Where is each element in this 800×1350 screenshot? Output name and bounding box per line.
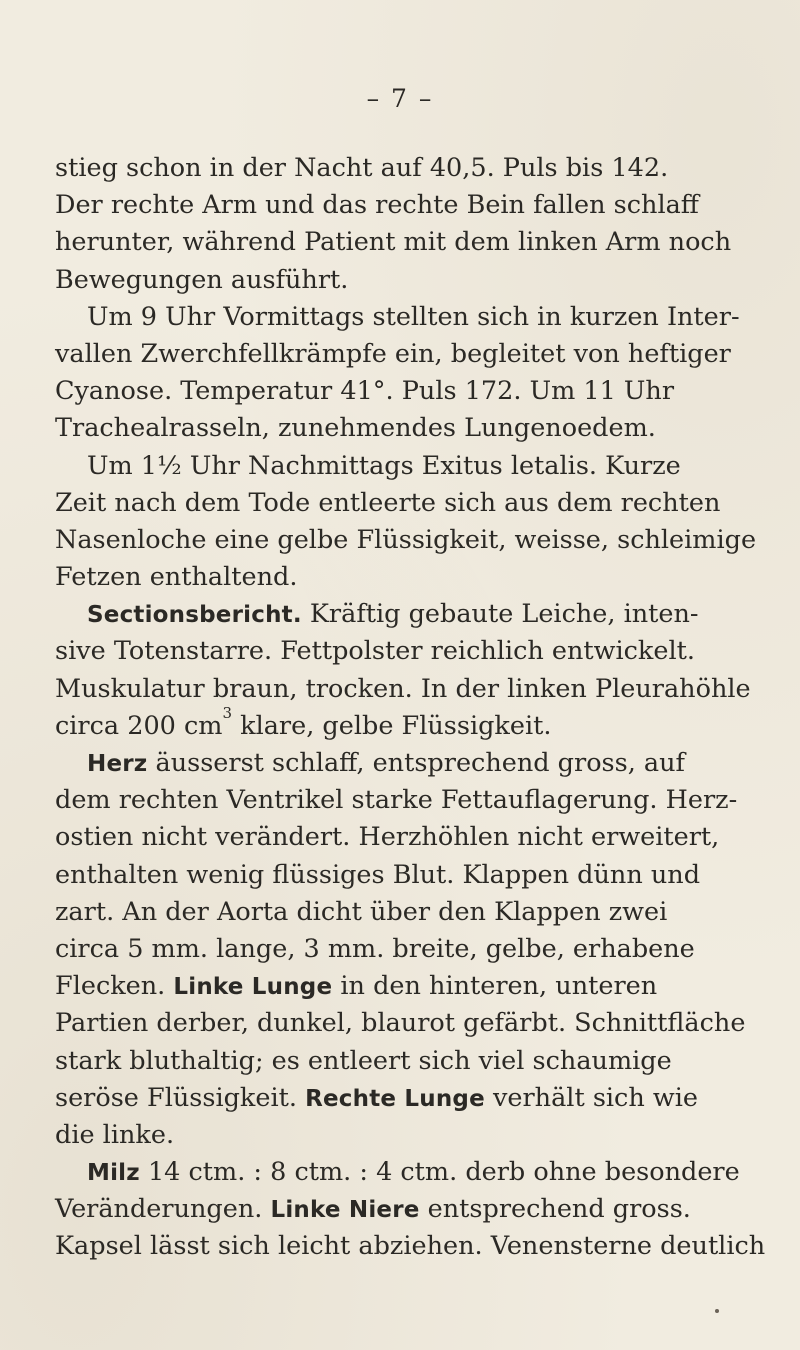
organ-heading-rechte-lunge: Rechte Lunge <box>305 1085 485 1112</box>
text-line-9 <box>55 448 755 485</box>
text-line-12 <box>55 559 755 596</box>
line-text: circa 200 cm <box>55 710 223 741</box>
line-text: Fetzen enthaltend. <box>55 562 298 593</box>
line-text: stark bluthaltig; es entleert sich viel schaumige <box>55 1045 672 1076</box>
text-line-26 <box>55 1080 755 1117</box>
text-line-1 <box>55 150 755 187</box>
line-text: Partien derber, dunkel, blaurot gefärbt. Schnittfläche <box>55 1008 746 1039</box>
text-line-7 <box>55 373 755 410</box>
text-line-11 <box>55 522 755 559</box>
organ-heading-herz: Herz <box>87 751 148 777</box>
line-text: herunter, während Patient mit dem linken Arm noch <box>55 227 732 258</box>
line-text: circa 5 mm. lange, 3 mm. breite, gelbe, erhabene <box>55 933 695 964</box>
text-line-16 <box>55 703 755 745</box>
line-text: Bewegungen ausführt. <box>55 264 349 295</box>
text-line-4 <box>55 262 755 299</box>
text-line-13 <box>55 596 755 633</box>
text-line-10 <box>55 485 755 522</box>
text-line-30 <box>55 1228 766 1265</box>
text-line-6 <box>55 336 755 373</box>
text-line-14 <box>55 633 755 670</box>
paper-speck <box>715 1309 719 1313</box>
line-text: ostien nicht verändert. Herzhöhlen nicht erweitert, <box>55 822 720 853</box>
line-text: Kräftig gebaute Leiche, inten- <box>301 599 699 630</box>
line-text: in den hinteren, unteren <box>332 971 658 1002</box>
line-text: Veränderungen. <box>55 1194 271 1225</box>
text-line-18 <box>55 782 755 819</box>
text-line-24 <box>55 1005 755 1042</box>
text-line-23 <box>55 968 755 1005</box>
line-text: Muskulatur braun, trocken. In der linken Pleurahöhle <box>55 673 751 704</box>
text-line-20 <box>55 857 755 894</box>
text-line-17 <box>55 745 755 782</box>
line-text: Nasenloche eine gelbe Flüssigkeit, weisse, schleimige <box>55 524 757 555</box>
line-text: äusserst schlaff, entsprechend gross, auf <box>147 748 685 778</box>
text-line-25 <box>55 1043 755 1080</box>
line-text: verhält sich wie <box>484 1082 698 1113</box>
body-text <box>55 150 766 1266</box>
text-line-27 <box>55 1117 755 1154</box>
text-line-22 <box>55 931 755 968</box>
line-text: sive Totenstarre. Fettpolster reichlich entwickelt. <box>55 636 695 667</box>
line-text: stieg schon in der Nacht auf 40,5. Puls bis 142. <box>55 153 669 183</box>
line-text: vallen Zwerchfellkrämpfe ein, begleitet von heftiger <box>55 338 731 369</box>
line-text: entsprechend gross. <box>419 1194 691 1225</box>
line-text: enthalten wenig flüssiges Blut. Klappen dünn und <box>55 859 701 890</box>
line-text: die linke. <box>55 1119 175 1150</box>
organ-heading-linke-lunge: Linke Lunge <box>173 974 333 1001</box>
organ-heading-linke-niere: Linke Niere <box>270 1197 420 1224</box>
line-text: dem rechten Ventrikel starke Fettauflagerung. Herz- <box>55 785 738 816</box>
organ-heading-milz: Milz <box>87 1160 140 1187</box>
text-line-19 <box>55 819 755 856</box>
section-heading-sectionsbericht: Sectionsbericht. <box>87 602 302 629</box>
line-text: Um 9 Uhr Vormittags stellten sich in kurzen Inter- <box>87 301 740 332</box>
line-text: Kapsel lässt sich leicht abziehen. Venensterne deutlich <box>55 1231 766 1262</box>
line-text: Cyanose. Temperatur 41°. Puls 172. Um 11 Uhr <box>55 376 675 407</box>
line-text: klare, gelbe Flüssigkeit. <box>232 710 552 741</box>
line-text: Flecken. <box>55 971 174 1002</box>
text-line-15 <box>55 671 755 708</box>
line-text: seröse Flüssigkeit. <box>55 1082 306 1113</box>
line-text: Trachealrasseln, zunehmendes Lungenoedem. <box>55 413 656 444</box>
text-line-8 <box>55 410 755 447</box>
text-line-28 <box>55 1154 755 1191</box>
page-number: – 7 – <box>366 84 434 113</box>
text-line-3 <box>55 224 755 261</box>
line-text: Der rechte Arm und das rechte Bein fallen schlaff <box>55 190 699 221</box>
text-line-29 <box>55 1191 755 1228</box>
line-text: 14 ctm. : 8 ctm. : 4 ctm. derb ohne besondere <box>139 1157 740 1188</box>
line-text: zart. An der Aorta dicht über den Klappen zwei <box>55 896 668 927</box>
line-text: Um 1½ Uhr Nachmittags Exitus letalis. Kurze <box>87 450 681 481</box>
superscript: 3 <box>222 703 233 722</box>
text-line-2 <box>55 187 755 224</box>
text-line-21 <box>55 894 755 931</box>
line-text: Zeit nach dem Tode entleerte sich aus dem rechten <box>55 487 721 518</box>
text-line-5 <box>55 299 755 336</box>
